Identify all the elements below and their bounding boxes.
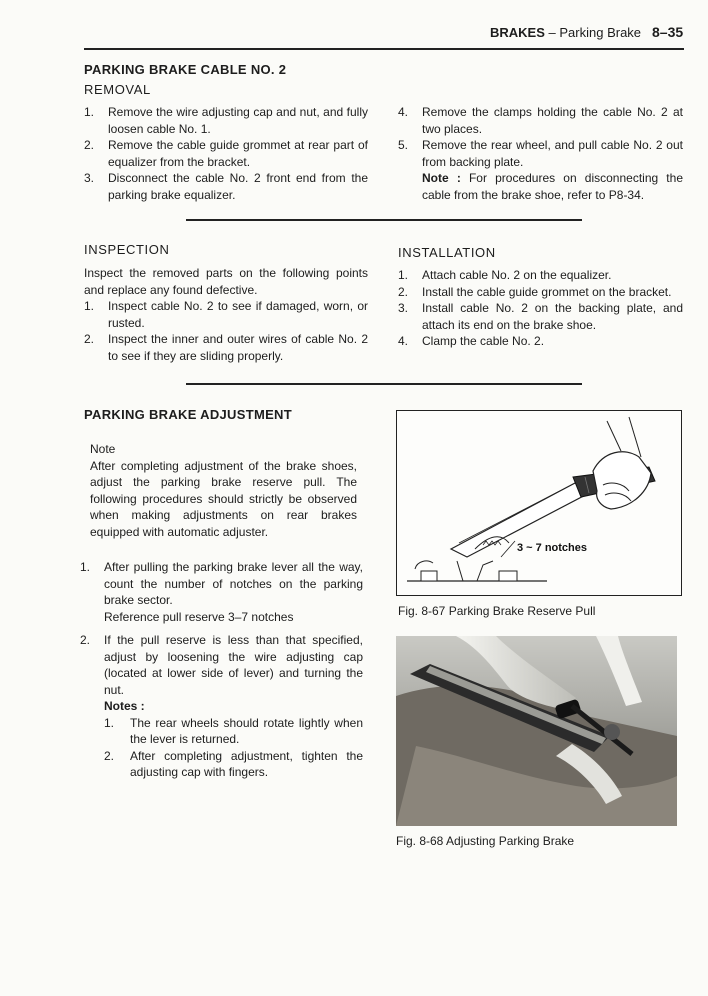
note-item-text: After completing adjustment, tighten the adjusting cap with fingers. [130, 748, 363, 779]
removal-heading: REMOVAL [84, 82, 151, 97]
removal-step [84, 137, 368, 170]
removal-step [398, 137, 683, 170]
note-label: Note : [422, 171, 461, 185]
step-number: 1. [80, 560, 91, 574]
removal-list-right [398, 104, 683, 170]
note-number: 2. [104, 748, 115, 763]
removal-note [398, 170, 683, 203]
inspection-step [84, 331, 368, 364]
page-number: 8–35 [652, 24, 684, 40]
inspection-intro: Inspect the removed parts on the following points and replace any found defective. [84, 266, 368, 297]
step-text: If the pull reserve is less than that specified, adjust by loosening the wire adjusting cap (located at lower side of lever) and turning the nut. [104, 633, 363, 697]
step-number: 2. [84, 138, 95, 152]
figure-8-67-caption: Fig. 8-67 Parking Brake Reserve Pull [398, 604, 596, 618]
note-item [104, 715, 363, 748]
notes-heading: Notes : [104, 699, 145, 713]
step-text: Clamp the cable No. 2. [422, 334, 545, 348]
adjustment-step-1 [80, 559, 363, 625]
adjustment-list-1 [80, 559, 363, 625]
removal-step [84, 104, 368, 137]
adjustment-section-title: PARKING BRAKE ADJUSTMENT [84, 407, 292, 422]
installation-list [398, 267, 683, 350]
figure-8-68-photo [396, 636, 677, 826]
note-body: After completing adjustment of the brake shoes, adjust the parking brake reserve pull. The following procedures should strictly be observed when making adjustments on rear brakes equipped with automatic adjuster. [90, 458, 357, 539]
notes-list [80, 715, 363, 781]
adjustment-list-2 [80, 632, 363, 698]
removal-step [84, 170, 368, 203]
step-number: 4. [398, 334, 409, 348]
step-text: Install the cable guide grommet on the bracket. [422, 284, 672, 299]
step-text: Inspect cable No. 2 to see if damaged, worn, or rusted. [108, 299, 368, 330]
step-text: Remove the rear wheel, and pull cable No. 2 out from backing plate. [422, 138, 683, 169]
section-divider [186, 383, 582, 385]
note-heading: Note [90, 442, 116, 456]
header-section: BRAKES [490, 25, 545, 40]
reference-pull-reserve: Reference pull reserve 3–7 notches [104, 609, 294, 624]
installation-step [398, 333, 683, 350]
header-rule [84, 48, 684, 50]
step-number: 1. [84, 105, 95, 119]
adjustment-step [80, 559, 363, 625]
step-number: 5. [398, 138, 409, 152]
removal-list-left [84, 104, 368, 203]
adjustment-step [80, 632, 363, 698]
header-subsection: Parking Brake [559, 25, 642, 40]
step-text: Remove the clamps holding the cable No. 2 at two places. [422, 105, 683, 136]
step-text: After pulling the parking brake lever all the way, count the number of notches on the parking brake sector. [104, 560, 363, 607]
section-divider [186, 219, 582, 221]
step-number: 2. [84, 332, 95, 346]
note-text: For procedures on disconnecting the cable from the brake shoe, refer to P8-34. [422, 171, 683, 202]
inspection-column [84, 265, 368, 364]
header-dash: – [544, 25, 560, 40]
note-item [104, 748, 363, 781]
adjustment-step-2 [80, 632, 363, 781]
removal-step [398, 104, 683, 137]
cable-section-title: PARKING BRAKE CABLE NO. 2 [84, 62, 287, 77]
adjustment-note-block [90, 441, 357, 540]
step-number: 1. [398, 268, 409, 282]
inspection-heading: INSPECTION [84, 242, 170, 257]
figure-8-67 [396, 410, 682, 596]
installation-step [398, 267, 683, 284]
parking-brake-lever-illustration [397, 411, 681, 595]
adjusting-parking-brake-photo [396, 636, 677, 826]
inspection-step [84, 298, 368, 331]
step-number: 4. [398, 105, 409, 119]
figure-8-68-caption: Fig. 8-68 Adjusting Parking Brake [396, 834, 575, 848]
running-header [490, 25, 641, 40]
notches-label: 3 ~ 7 notches [517, 542, 588, 554]
step-number: 3. [398, 301, 409, 315]
step-text: Disconnect the cable No. 2 front end from the parking brake equalizer. [108, 171, 368, 202]
step-number: 2. [80, 633, 91, 647]
step-text: Install cable No. 2 on the backing plate, and attach its end on the brake shoe. [422, 301, 683, 332]
installation-step [398, 300, 683, 333]
installation-column [398, 267, 683, 350]
step-number: 3. [84, 171, 95, 185]
step-number: 2. [398, 284, 409, 299]
step-text: Inspect the inner and outer wires of cable No. 2 to see if they are sliding properly. [108, 332, 368, 363]
removal-right-column [398, 104, 683, 203]
step-text: Remove the wire adjusting cap and nut, and fully loosen cable No. 1. [108, 105, 368, 136]
step-number: 1. [84, 299, 95, 313]
removal-left-column [84, 104, 368, 203]
note-number: 1. [104, 715, 115, 730]
step-text: Remove the cable guide grommet at rear part of equalizer from the bracket. [108, 138, 368, 169]
inspection-list [84, 298, 368, 364]
step-text: Attach cable No. 2 on the equalizer. [422, 268, 612, 282]
installation-step [398, 284, 683, 301]
note-item-text: The rear wheels should rotate lightly when the lever is returned. [130, 715, 363, 746]
installation-heading: INSTALLATION [398, 245, 496, 260]
